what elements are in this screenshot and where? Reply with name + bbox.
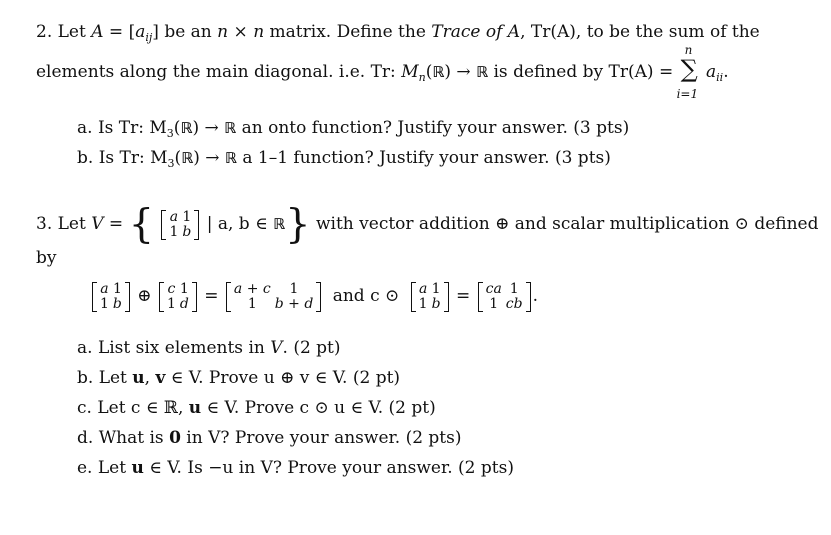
- problem3-part-d: d. What is 0 in V? Prove your answer. (2 pts): [77, 428, 462, 448]
- matrix-a1-1b-scalar: a 1 1 b: [411, 282, 449, 312]
- problem2-part-a: a. Is Tr: $M_3(ℝ)$ → ℝ an onto function? Justify your answer. (3 pts): [77, 118, 630, 140]
- matrix-sum-result: a + c 1 1 b + d: [226, 282, 321, 312]
- matrix-a1-1b: a 1 1 b: [92, 282, 130, 312]
- summation-symbol: n ∑ i=1: [676, 43, 699, 101]
- matrix-c1-1d: c 1 1 d: [159, 282, 197, 312]
- trace-phrase: Trace of A: [431, 22, 521, 42]
- problem2-number: 2.: [36, 22, 53, 42]
- left-brace: {: [128, 201, 155, 248]
- problem2-line1: 2. Let $A = [a_{ij}]$ be an n × n matrix. Define the Trace of A, Tr(A), to be the sum of the: [36, 22, 760, 44]
- problem3-number: 3.: [36, 214, 53, 234]
- problem3-part-b: b. Let u, v ∈ V. Prove u ⊕ v ∈ V. (2 pt): [77, 368, 401, 388]
- right-brace: }: [285, 201, 311, 248]
- problem3-part-a: a. List six elements in V. (2 pt): [77, 338, 341, 358]
- problem3-intro: 3. Let V = { a 1 1 b | a, b ∈ ℝ} with vector addition ⊕ and scalar multiplication ⊙ defined: [36, 201, 819, 248]
- problem2-line2: elements along the main diagonal. i.e. Tr: $M_n(ℝ)$ → ℝ is defined by Tr(A) = n ∑ i=1 $a_{ii}$.: [36, 43, 729, 101]
- operation-definitions: a 1 1 b ⊕ c 1 1 d = a + c 1 1 b + d and c ⊙ a 1 1 b = ca 1 1 cb .: [90, 274, 538, 318]
- matrix-scalar-result: ca 1 1 cb: [478, 282, 531, 312]
- problem3-part-c: c. Let c ∈ ℝ, u ∈ V. Prove c ⊙ u ∈ V. (2 pt): [77, 398, 436, 418]
- set-matrix: a 1 1 b: [161, 210, 199, 240]
- problem2-part-b: b. Is Tr: $M_3(ℝ)$ → ℝ a 1–1 function? Justify your answer. (3 pts): [77, 148, 611, 170]
- problem3-by: by: [36, 248, 57, 268]
- problem3-part-e: e. Let u ∈ V. Is −u in V? Prove your answer. (2 pts): [77, 458, 514, 478]
